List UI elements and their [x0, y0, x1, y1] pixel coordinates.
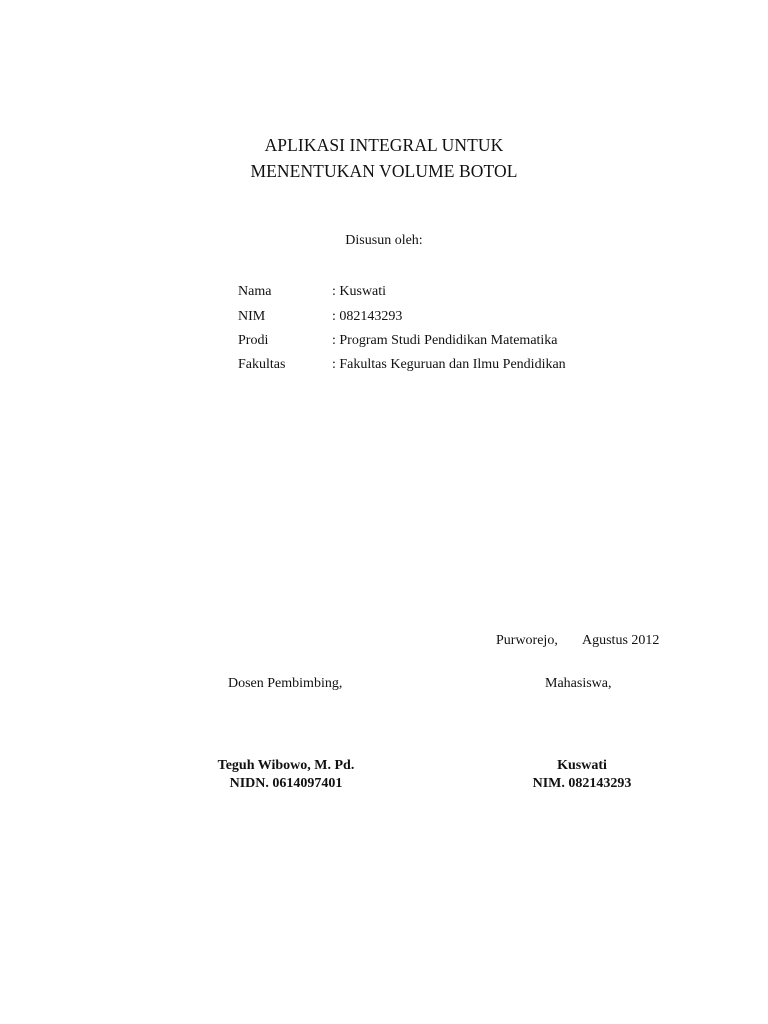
info-value: : 082143293 — [332, 309, 403, 324]
info-label: Fakultas — [238, 357, 286, 372]
advisor-id: NIDN. 0614097401 — [229, 776, 343, 791]
authored-by-label: Disusun oleh: — [345, 233, 423, 248]
info-value: : Program Studi Pendidikan Matematika — [332, 333, 558, 348]
info-value: : Fakultas Keguruan dan Ilmu Pendidikan — [332, 357, 566, 372]
advisor-role: Dosen Pembimbing, — [228, 676, 343, 691]
place-text: Purworejo, — [496, 633, 558, 648]
student-name: Kuswati — [557, 758, 607, 773]
document-title-line1: APLIKASI INTEGRAL UNTUK — [264, 135, 504, 155]
info-label: Prodi — [238, 333, 269, 348]
student-id: NIM. 082143293 — [532, 776, 632, 791]
info-label: NIM — [238, 309, 266, 324]
date-text: Agustus 2012 — [582, 633, 660, 648]
document-title-line2: MENENTUKAN VOLUME BOTOL — [250, 161, 518, 181]
info-label: Nama — [238, 284, 272, 299]
info-value: : Kuswati — [332, 284, 387, 299]
advisor-name: Teguh Wibowo, M. Pd. — [217, 758, 355, 773]
student-role: Mahasiswa, — [545, 676, 612, 691]
